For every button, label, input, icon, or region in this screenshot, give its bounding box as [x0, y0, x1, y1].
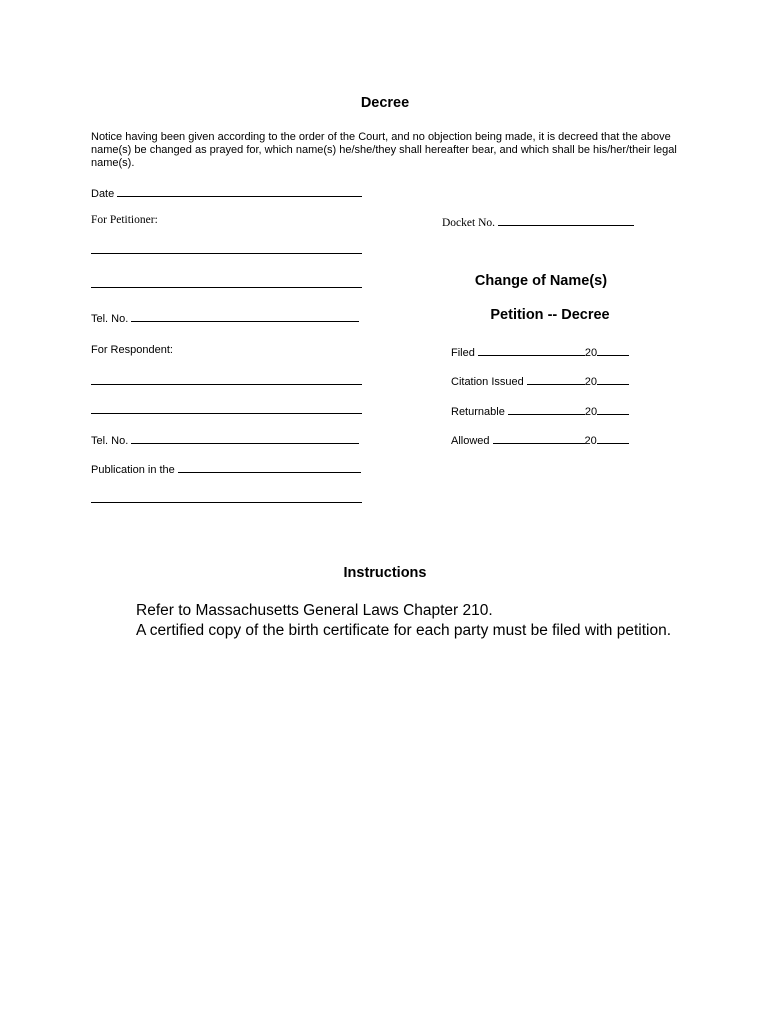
- respondent-blank-2[interactable]: [91, 413, 362, 414]
- instructions-heading: Instructions: [343, 565, 427, 581]
- filed-year-blank[interactable]: [597, 344, 629, 356]
- tel-field-2[interactable]: [91, 432, 359, 447]
- petition-decree-title: Petition -- Decree: [490, 307, 610, 323]
- citation-year: 20: [584, 376, 598, 388]
- filed-year: 20: [584, 347, 598, 359]
- publication-blank[interactable]: [178, 461, 361, 473]
- notice-paragraph: Notice having been given according to the order of the Court, and no objection being made, it is decreed that the above name(s) be changed as prayed for, which name(s) he/she/they shall hereafter bear, and which shall be his/her/their legal name(s).: [91, 131, 677, 169]
- returnable-year-blank[interactable]: [597, 403, 629, 415]
- tel-label-2: Tel. No.: [91, 435, 129, 447]
- filed-field[interactable]: [451, 344, 629, 359]
- page-title: Decree: [360, 95, 410, 111]
- docket-blank[interactable]: [498, 214, 634, 226]
- filed-blank[interactable]: [478, 344, 585, 356]
- tel-blank-1[interactable]: [131, 310, 359, 322]
- respondent-blank-1[interactable]: [91, 384, 362, 385]
- change-of-names-title: Change of Name(s): [474, 273, 608, 289]
- returnable-label: Returnable: [451, 406, 505, 418]
- allowed-blank[interactable]: [493, 432, 585, 444]
- allowed-year-blank[interactable]: [597, 432, 629, 444]
- publication-label: Publication in the: [91, 464, 175, 476]
- filed-label: Filed: [451, 347, 475, 359]
- tel-label-1: Tel. No.: [91, 313, 129, 325]
- citation-blank[interactable]: [527, 373, 585, 385]
- publication-field[interactable]: [91, 461, 361, 476]
- citation-label: Citation Issued: [451, 376, 524, 388]
- returnable-blank[interactable]: [508, 403, 585, 415]
- returnable-field[interactable]: [451, 403, 629, 418]
- docket-field[interactable]: [442, 214, 634, 229]
- instructions-line-1: Refer to Massachusetts General Laws Chapter 210.: [136, 602, 493, 619]
- allowed-field[interactable]: [451, 432, 629, 447]
- petitioner-blank-2[interactable]: [91, 287, 362, 288]
- returnable-year: 20: [584, 406, 598, 418]
- for-petitioner-label: For Petitioner:: [91, 214, 158, 226]
- date-field[interactable]: [91, 185, 362, 200]
- for-respondent-label: For Respondent:: [91, 344, 173, 356]
- petitioner-blank-1[interactable]: [91, 253, 362, 254]
- date-label: Date: [91, 188, 115, 200]
- docket-label: Docket No.: [442, 217, 496, 229]
- tel-blank-2[interactable]: [131, 432, 359, 444]
- publication-blank-2[interactable]: [91, 502, 362, 503]
- allowed-year: 20: [584, 435, 597, 447]
- citation-field[interactable]: [451, 373, 629, 388]
- citation-year-blank[interactable]: [597, 373, 629, 385]
- date-blank[interactable]: [117, 185, 362, 197]
- allowed-label: Allowed: [451, 435, 490, 447]
- tel-field-1[interactable]: [91, 310, 359, 325]
- instructions-line-2: A certified copy of the birth certificate for each party must be filed with petition.: [136, 622, 672, 639]
